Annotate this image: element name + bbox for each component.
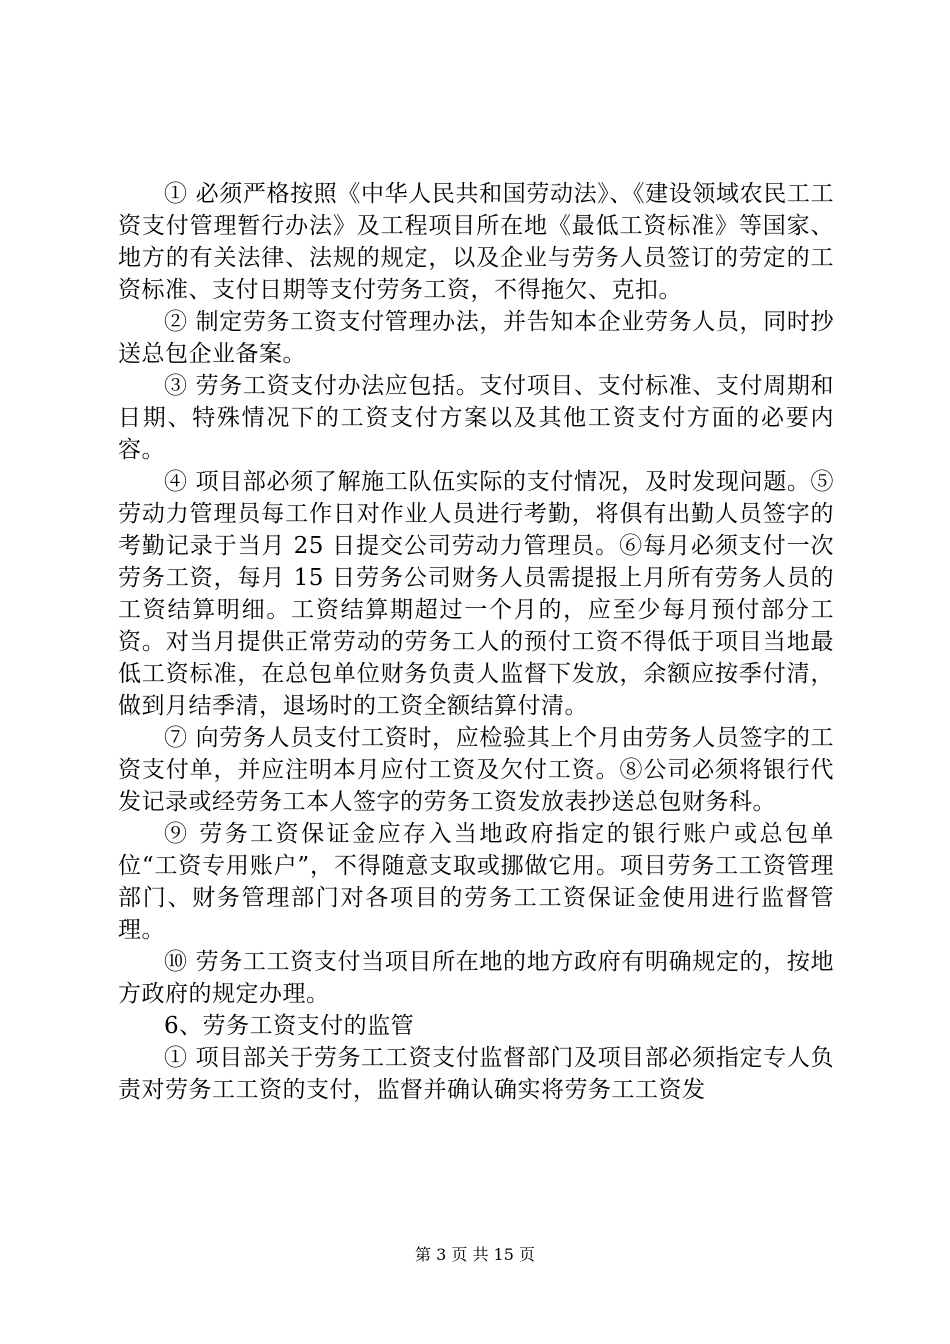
section-heading: 6、劳务工资支付的监管 (164, 1013, 415, 1039)
paragraph-3: ③ 劳务工资支付办法应包括。支付项目、支付标准、支付周期和日期、特殊情况下的工资支付方案以及其他工资支付方面的必要内容。 (118, 373, 834, 463)
paragraph-4: ④ 项目部必须了解施工队伍实际的支付情况，及时发现问题。⑤劳动力管理员每工作日对作业人员进行考勤，将俱有出勤人员签字的考勤记录于当月 25 日提交公司劳动力管理员。⑥每月必须支付一次劳务工资，每月 15 日劳务公司财务人员需提报上月所有劳务人员的工资结算明细。工资结算期超过一个月的，应至少每月预付部分工资。对当月提供正常劳动的劳务工人的预付工资不得低于项目当地最低工资标准，在总包单位财务负责人监督下发放，余额应按季付清，做到月结季清，退场时的工资全额结算付清。 (118, 469, 834, 719)
paragraph-2: ② 制定劳务工资支付管理办法，并告知本企业劳务人员，同时抄送总包企业备案。 (118, 309, 834, 367)
paragraph-5: ⑦ 向劳务人员支付工资时，应检验其上个月由劳务人员签字的工资支付单，并应注明本月应付工资及欠付工资。⑧公司必须将银行代发记录或经劳务工本人签字的劳务工资发放表抄送总包财务科。 (118, 725, 834, 815)
paragraph-6: ⑨ 劳务工资保证金应存入当地政府指定的银行账户或总包单位“工资专用账户”，不得随意支取或挪做它用。项目劳务工工资管理部门、财务管理部门对各项目的劳务工工资保证金使用进行监督管理。 (118, 821, 834, 943)
document-body (118, 178, 834, 1106)
paragraph-8: ① 项目部关于劳务工工资支付监督部门及项目部必须指定专人负责对劳务工工资的支付，监督并确认确实将劳务工工资发 (118, 1045, 834, 1103)
paragraph-1: ① 必须严格按照《中华人民共和国劳动法》、《建设领域农民工工资支付管理暂行办法》及工程项目所在地《最低工资标准》等国家、地方的有关法律、法规的规定，以及企业与劳务人员签订的劳定的工资标准、支付日期等支付劳务工资，不得拖欠、克扣。 (118, 181, 834, 303)
page-footer: 第 3 页 共 15 页 (415, 1245, 535, 1264)
paragraph-7: ⑩ 劳务工工资支付当项目所在地的地方政府有明确规定的，按地方政府的规定办理。 (118, 949, 834, 1007)
